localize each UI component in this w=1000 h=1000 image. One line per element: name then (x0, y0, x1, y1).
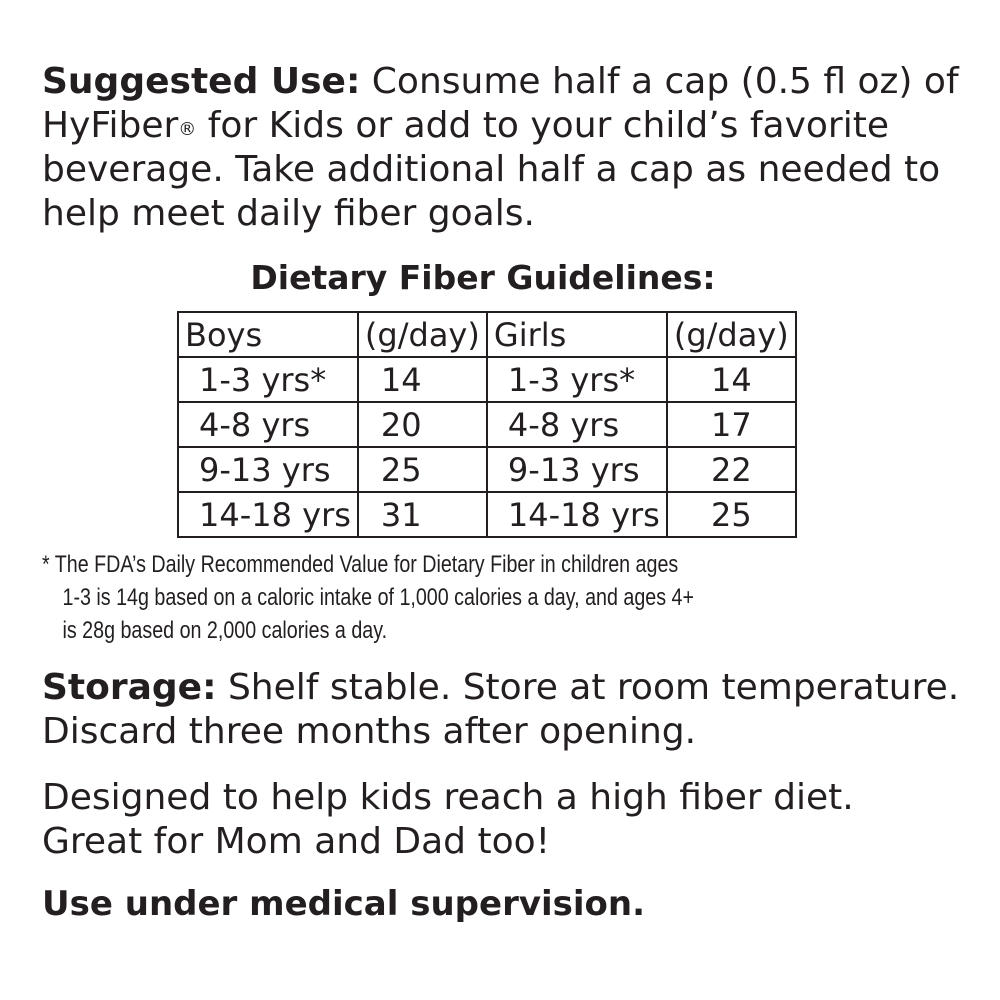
boys-age-cell: 4-8 yrs (178, 402, 358, 447)
registered-mark: ® (178, 119, 197, 140)
header-boys-gday: (g/day) (358, 312, 487, 357)
boys-age-cell: 9-13 yrs (178, 447, 358, 492)
table-row (178, 492, 796, 537)
suggested-use-label: Suggested Use: (42, 61, 361, 102)
girls-value-cell: 14 (667, 357, 796, 402)
table-row (178, 357, 796, 402)
storage-label: Storage: (42, 667, 217, 708)
girls-age-cell: 1-3 yrs* (487, 357, 667, 402)
footnote (42, 548, 796, 647)
suggested-use-text-1: Consume half a cap (0.5 fl oz) of HyFiber (42, 61, 959, 146)
table-row (178, 447, 796, 492)
fiber-guidelines-table (177, 311, 797, 538)
footnote-line-2: 1-3 is 14g based on a caloric intake of 1,000 calories a day, and ages 4+ (62, 584, 694, 611)
boys-value-cell: 20 (358, 402, 487, 447)
boys-age-cell: 14-18 yrs (178, 492, 358, 537)
girls-value-cell: 25 (667, 492, 796, 537)
girls-age-cell: 14-18 yrs (487, 492, 667, 537)
table-title: Dietary Fiber Guidelines: (250, 258, 716, 297)
boys-value-cell: 25 (358, 447, 487, 492)
table-row (178, 402, 796, 447)
boys-value-cell: 31 (358, 492, 487, 537)
table-header-row (178, 312, 796, 357)
suggested-use-paragraph (42, 60, 962, 236)
design-paragraph: Designed to help kids reach a high fiber diet. Great for Mom and Dad too! (42, 777, 854, 862)
girls-value-cell: 17 (667, 402, 796, 447)
storage-text: Shelf stable. Store at room temperature. Discard three months after opening. (42, 667, 960, 752)
storage-paragraph (42, 666, 962, 754)
girls-age-cell: 9-13 yrs (487, 447, 667, 492)
footnote-line-3: is 28g based on 2,000 calories a day. (62, 617, 388, 644)
suggested-use-text-2: for Kids or add to your child’s favorite beverage. Take additional half a cap as needed to help meet daily fiber goals. (42, 105, 941, 234)
girls-age-cell: 4-8 yrs (487, 402, 667, 447)
header-boys: Boys (178, 312, 358, 357)
footnote-line-1: * The FDA’s Daily Recommended Value for Dietary Fiber in children ages (42, 551, 679, 578)
header-girls: Girls (487, 312, 667, 357)
header-girls-gday: (g/day) (667, 312, 796, 357)
boys-age-cell: 1-3 yrs* (178, 357, 358, 402)
medical-supervision-note: Use under medical supervision. (42, 884, 646, 924)
boys-value-cell: 14 (358, 357, 487, 402)
girls-value-cell: 22 (667, 447, 796, 492)
